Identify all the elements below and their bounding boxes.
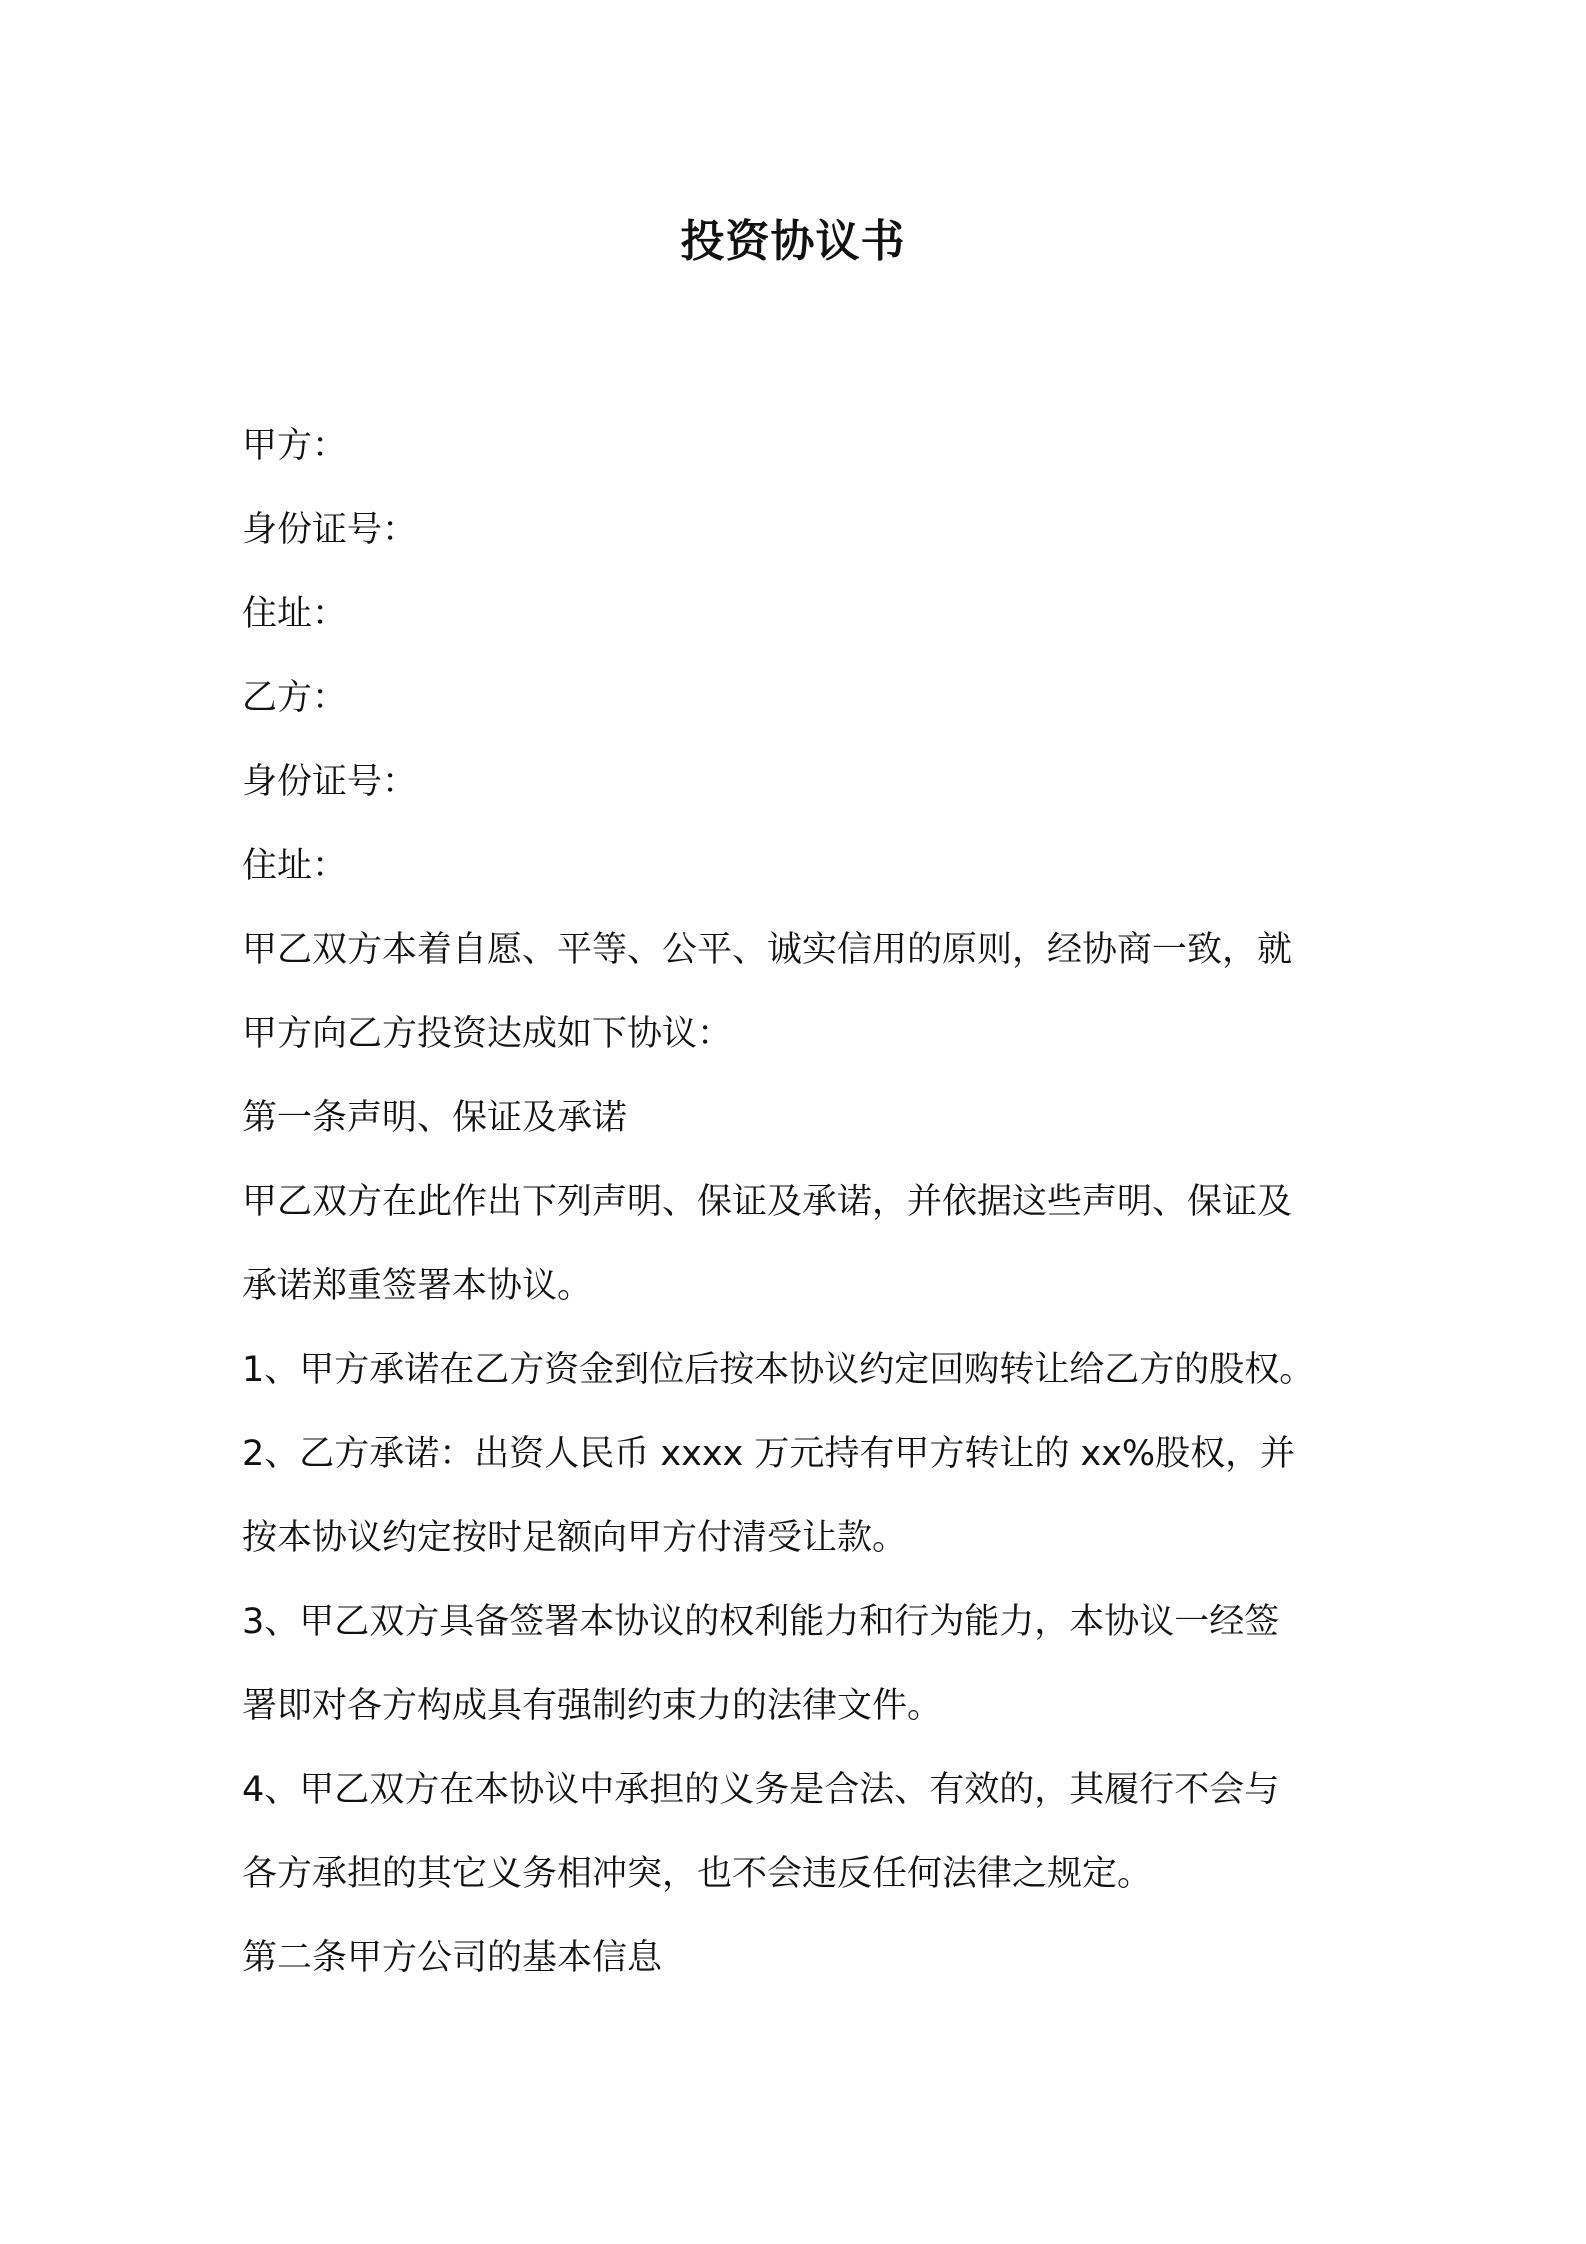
- document-title: 投资协议书: [680, 216, 906, 267]
- party-b-label: 乙方：: [242, 678, 348, 718]
- clause-3-line-1: 3、甲乙双方具备签署本协议的权利能力和行为能力，本协议一经签: [242, 1602, 1280, 1642]
- party-a-address-label: 住址：: [242, 594, 348, 634]
- document-body: [242, 404, 1362, 2000]
- clause-4-line-1: 4、甲乙双方在本协议中承担的义务是合法、有效的，其履行不会与: [242, 1770, 1280, 1810]
- article-1-heading: 第一条声明、保证及承诺: [242, 1098, 628, 1138]
- preamble-line-1: 甲乙双方本着自愿、平等、公平、诚实信用的原则，经协商一致，就: [242, 930, 1293, 970]
- article-1-intro-line-2: 承诺郑重签署本协议。: [242, 1266, 593, 1306]
- clause-2-line-1: 2、乙方承诺：出资人民币 xxxx 万元持有甲方转让的 xx%股权，并: [242, 1434, 1296, 1474]
- clause-1-line-1: 1、甲方承诺在乙方资金到位后按本协议约定回购转让给乙方的股权。: [242, 1350, 1315, 1390]
- clause-2-line-2: 按本协议约定按时足额向甲方付清受让款。: [242, 1518, 908, 1558]
- clause-3-line-2: 署即对各方构成具有强制约束力的法律文件。: [242, 1686, 943, 1726]
- article-2-heading: 第二条甲方公司的基本信息: [242, 1938, 663, 1978]
- party-b-address-label: 住址：: [242, 846, 348, 886]
- party-b-id-label: 身份证号：: [242, 762, 418, 802]
- clause-4-line-2: 各方承担的其它义务相冲突，也不会违反任何法律之规定。: [242, 1854, 1153, 1894]
- party-a-id-label: 身份证号：: [242, 510, 418, 550]
- article-1-intro-line-1: 甲乙双方在此作出下列声明、保证及承诺，并依据这些声明、保证及: [242, 1182, 1293, 1222]
- preamble-line-2: 甲方向乙方投资达成如下协议：: [242, 1014, 733, 1054]
- party-a-label: 甲方：: [242, 426, 348, 466]
